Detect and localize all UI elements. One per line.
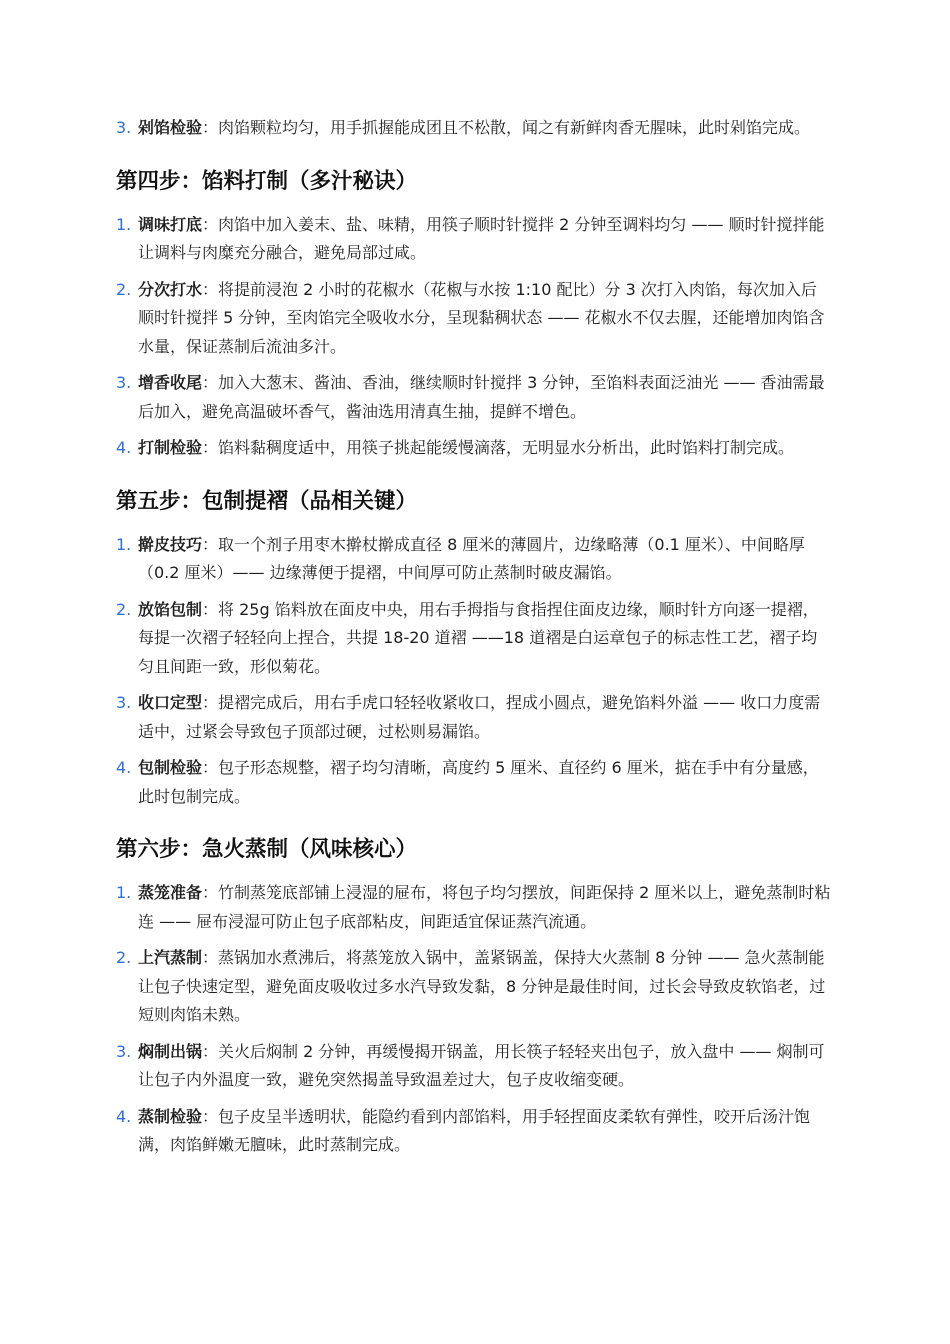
step-text: 包子形态规整，褶子均匀清晰，高度约 5 厘米、直径约 6 厘米，掂在手中有分量感，此时包制完成。 — [138, 758, 819, 806]
term-separator: ： — [202, 1041, 219, 1061]
step-text: 将 25g 馅料放在面皮中央，用右手拇指与食指捏住面皮边缘，顺时针方向逐一提褶，每提一次褶子轻轻向上捏合，共提 18-20 道褶 ——18 道褶是白运章包子的标志性工艺，褶子均匀且间距一致，形似菊花。 — [138, 599, 819, 676]
term-separator: ： — [202, 883, 219, 902]
list-item — [116, 369, 832, 426]
step4-list — [116, 211, 832, 463]
term-separator: ： — [202, 758, 219, 777]
list-number: 3. — [116, 1041, 132, 1061]
list-number: 4. — [116, 438, 132, 457]
list-number: 4. — [116, 758, 132, 777]
list-number: 3. — [116, 373, 132, 392]
section-title-step4: 第四步：馅料打制（多汁秘诀） — [116, 168, 418, 194]
term-separator: ： — [202, 948, 219, 967]
step-text: 蒸锅加水煮沸后，将蒸笼放入锅中，盖紧锅盖，保持大火蒸制 8 分钟 —— 急火蒸制能让包子快速定型，避免面皮吸收过多水汽导致发黏，8 分钟是最佳时间，过长会导致皮软馅老，过短则肉馅未熟。 — [138, 948, 826, 1024]
list-item — [116, 114, 832, 143]
step-text: 将提前浸泡 2 小时的花椒水（花椒与水按 1:10 配比）分 3 次打入肉馅，每次加入后顺时针搅拌 5 分钟，至肉馅完全吸收水分，呈现黏稠状态 —— 花椒水不仅去腥，还能增加肉馅含水量，保证蒸制后流油多汁。 — [138, 279, 825, 356]
list-number: 4. — [116, 1106, 132, 1126]
step-term: 调味打底 — [138, 214, 203, 234]
list-item — [116, 531, 832, 588]
step-text: 加入大葱末、酱油、香油，继续顺时针搅拌 3 分钟，至馅料表面泛油光 —— 香油需最后加入，避免高温破坏香气，酱油选用清真生抽，提鲜不增色。 — [138, 373, 825, 421]
step-term: 剁馅检验 — [138, 118, 203, 137]
section-title-step6: 第六步：急火蒸制（风味核心） — [116, 837, 418, 862]
step-text: 包子皮呈半透明状，能隐约看到内部馅料，用手轻捏面皮柔软有弹性，咬开后汤汁饱满，肉馅鲜嫩无膻味，此时蒸制完成。 — [138, 1106, 811, 1154]
list-number: 3. — [116, 693, 132, 712]
list-number: 2. — [116, 599, 132, 619]
step-term: 上汽蒸制 — [138, 948, 203, 967]
step-text: 提褶完成后，用右手虎口轻轻收紧收口，捏成小圆点，避免馅料外溢 —— 收口力度需适中，过紧会导致包子顶部过硬，过松则易漏馅。 — [138, 693, 821, 741]
step-term: 焖制出锅 — [138, 1041, 203, 1061]
step-term: 收口定型 — [138, 693, 203, 712]
step6-list — [116, 879, 832, 1160]
step-text: 肉馅颗粒均匀，用手抓握能成团且不松散，闻之有新鲜肉香无腥味，此时剁馅完成。 — [218, 118, 811, 137]
step-term: 打制检验 — [138, 438, 203, 457]
list-item — [116, 434, 832, 463]
step5-list — [116, 531, 832, 812]
list-number: 1. — [116, 534, 132, 554]
document-content — [116, 114, 832, 1168]
list-item — [116, 1103, 832, 1160]
term-separator: ： — [202, 279, 219, 299]
list-item — [116, 754, 832, 811]
step-text: 竹制蒸笼底部铺上浸湿的屉布，将包子均匀摆放，间距保持 2 厘米以上，避免蒸制时粘连 —— 屉布浸湿可防止包子底部粘皮，间距适宜保证蒸汽流通。 — [138, 883, 831, 931]
step-term: 放馅包制 — [138, 599, 203, 619]
list-item — [116, 211, 832, 268]
list-item — [116, 879, 832, 936]
term-separator: ： — [202, 1106, 219, 1126]
section-title-step5: 第五步：包制提褶（品相关键） — [116, 488, 418, 514]
term-separator: ： — [202, 599, 219, 619]
step-term: 擀皮技巧 — [138, 534, 203, 554]
intro-step-list — [116, 114, 832, 143]
list-number: 2. — [116, 279, 132, 299]
term-separator: ： — [202, 214, 219, 234]
term-separator: ： — [202, 693, 219, 712]
list-item — [116, 689, 832, 746]
step-term: 蒸制检验 — [138, 1106, 203, 1126]
list-number: 1. — [116, 883, 132, 902]
term-separator: ： — [202, 118, 219, 137]
step-text: 馅料黏稠度适中，用筷子挑起能缓慢滴落，无明显水分析出，此时馅料打制完成。 — [218, 438, 795, 457]
list-number: 3. — [116, 118, 132, 137]
list-item — [116, 944, 832, 1030]
term-separator: ： — [202, 438, 219, 457]
step-term: 包制检验 — [138, 758, 203, 777]
term-separator: ： — [202, 373, 219, 392]
list-item — [116, 596, 832, 682]
term-separator: ： — [202, 534, 219, 554]
step-text: 取一个剂子用枣木擀杖擀成直径 8 厘米的薄圆片，边缘略薄（0.1 厘米）、中间略厚（0.2 厘米）—— 边缘薄便于提褶，中间厚可防止蒸制时破皮漏馅。 — [138, 534, 805, 582]
step-term: 蒸笼准备 — [138, 883, 203, 902]
step-text: 肉馅中加入姜末、盐、味精，用筷子顺时针搅拌 2 分钟至调料均匀 —— 顺时针搅拌能让调料与肉糜充分融合，避免局部过咸。 — [138, 214, 825, 262]
step-term: 增香收尾 — [138, 373, 203, 392]
list-number: 1. — [116, 214, 132, 234]
list-number: 2. — [116, 948, 132, 967]
list-item — [116, 276, 832, 362]
list-item — [116, 1038, 832, 1095]
step-term: 分次打水 — [138, 279, 203, 299]
step-text: 关火后焖制 2 分钟，再缓慢揭开锅盖，用长筷子轻轻夹出包子，放入盘中 —— 焖制可让包子内外温度一致，避免突然揭盖导致温差过大，包子皮收缩变硬。 — [138, 1041, 825, 1089]
